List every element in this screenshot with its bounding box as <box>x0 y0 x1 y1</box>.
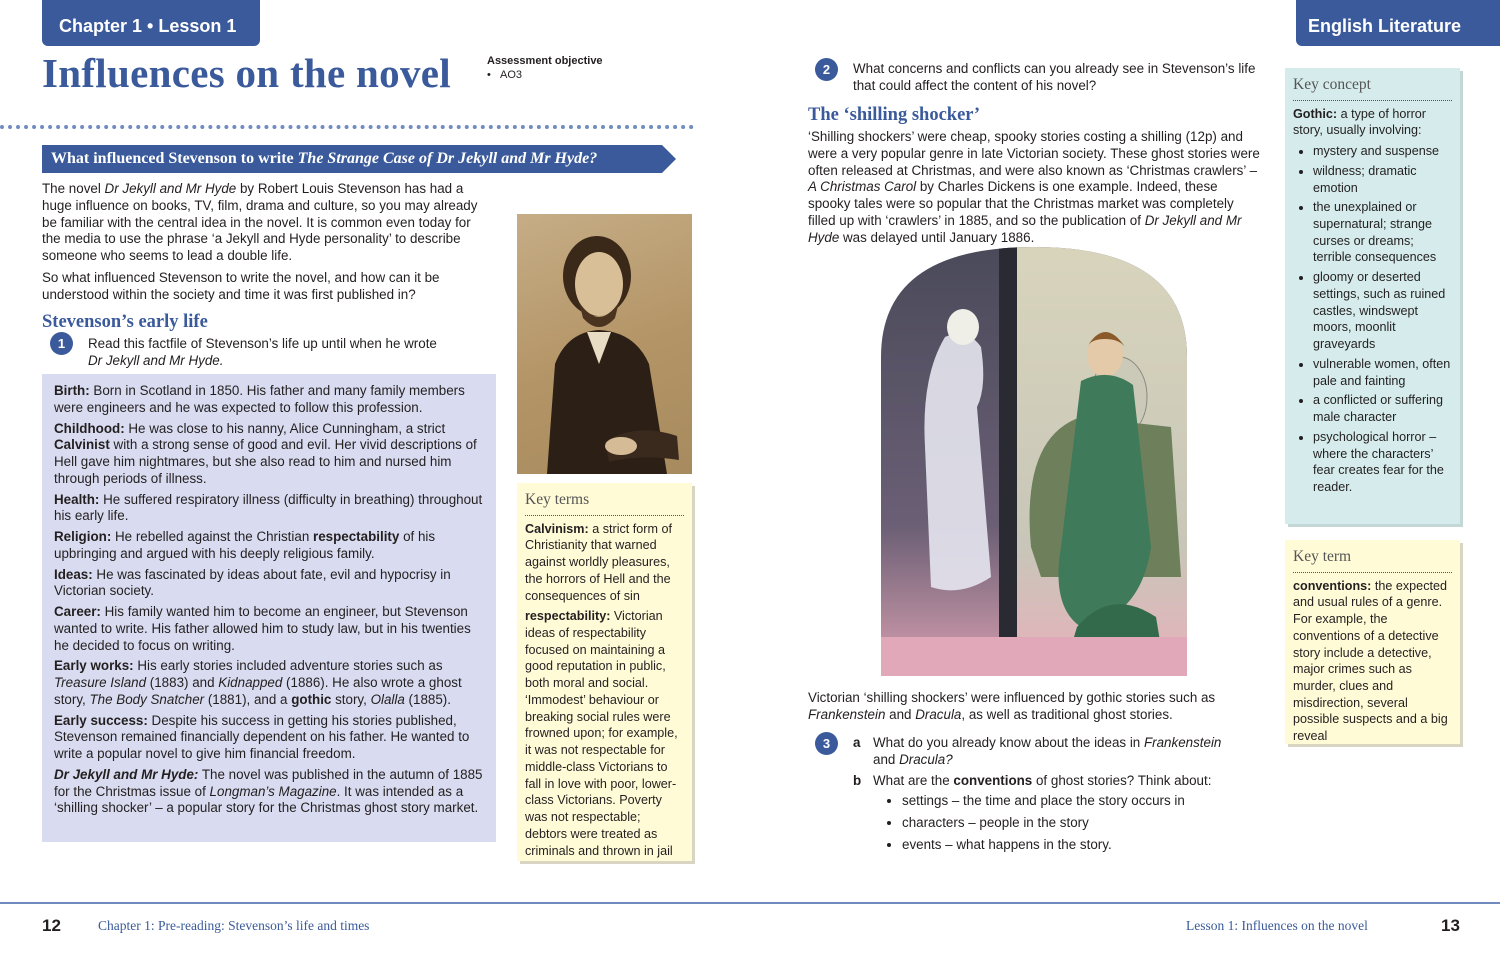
gothic-label: Gothic: <box>1293 106 1338 121</box>
factfile-health <box>54 492 484 526</box>
early-works-f: (1885). <box>404 691 451 707</box>
key-concept-item: • vulnerable women, often pale and fainting <box>1313 356 1452 389</box>
factfile-early-works <box>54 658 484 708</box>
gothic-term: gothic <box>291 691 332 707</box>
q3a-frankenstein: Frankenstein <box>1143 735 1222 750</box>
key-term-conventions <box>1293 578 1452 745</box>
early-works-c: (1886). He also wrote a ghost story, <box>54 675 462 707</box>
work-treasure-island: Treasure Island <box>54 675 147 690</box>
birth-text: Born in Scotland in 1850. His father and many family members were engineers and he was expected to follow this profession. <box>54 383 465 415</box>
key-terms-box <box>517 483 692 861</box>
intro-paragraph-1 <box>42 181 492 265</box>
respectability-term: respectability <box>313 529 400 544</box>
work-olalla: Olalla <box>370 691 405 707</box>
shilling-shocker-text <box>808 129 1263 246</box>
q3a-and: and <box>873 751 900 767</box>
subject-tab-label: English Literature <box>1308 16 1462 36</box>
career-label: Career: <box>54 604 101 619</box>
q3b-bullet-events: • events – what happens in the story. <box>902 837 1263 854</box>
q3b-text <box>873 773 1211 790</box>
early-works-e: story, <box>331 691 371 707</box>
ghost-story-illustration <box>881 247 1187 676</box>
respectability-label: respectability: <box>525 609 611 624</box>
illustration-drawing <box>881 247 1187 676</box>
chapter-lesson-tab <box>42 0 260 46</box>
right-page-number: 13 <box>1441 916 1460 935</box>
calvinism-definition: a strict form of Christianity that warned against worldly pleasures, the horrors of Hell and the consequences of sin <box>525 521 672 603</box>
early-works-b: (1883) and <box>146 675 219 690</box>
q3b-bullet-list <box>902 793 1263 853</box>
stevenson-portrait-image <box>517 214 692 474</box>
early-works-label: Early works: <box>54 658 134 674</box>
calvinism-label: Calvinism: <box>525 521 589 536</box>
key-concept-list <box>1313 143 1452 496</box>
early-life-heading: Stevenson’s early life <box>42 312 208 332</box>
q3b-bullet-settings: • settings – the time and place the story occurs in <box>902 793 1263 810</box>
q3b-text-b: of ghost stories? Think about: <box>1032 772 1212 788</box>
question-3-badge: 3 <box>815 732 838 755</box>
question-3a <box>853 735 1263 769</box>
q1-book-title: Dr Jekyll and Mr Hyde. <box>88 352 224 368</box>
key-term-box <box>1285 540 1460 744</box>
q1-instruction: Read this factfile of Stevenson’s life up until when he wrote <box>88 336 437 351</box>
shilling-shocker-heading: The ‘shilling shocker’ <box>808 105 980 125</box>
key-concept-item: • gloomy or deserted settings, such as ruined castles, windswept moors, moonlit graveyards <box>1313 269 1452 353</box>
early-success-label: Early success: <box>54 712 148 728</box>
key-concept-definition <box>1293 106 1452 139</box>
ideas-label: Ideas: <box>54 566 93 582</box>
q3a-text-start: What do you already know about the ideas in <box>873 735 1144 750</box>
jekyll-text-a: The novel was published in the autumn of 1885 for the Christmas issue of <box>54 766 483 799</box>
birth-label: Birth: <box>54 383 90 398</box>
q3a-dracula: Dracula? <box>899 751 953 767</box>
q3b-bullet-characters: • characters – people in the story <box>902 815 1263 832</box>
childhood-text-a: He was close to his nanny, Alice Cunningham, a strict <box>124 420 446 436</box>
caption-text-c: , as well as traditional ghost stories. <box>961 706 1173 722</box>
question-1-badge: 1 <box>50 332 73 355</box>
work-kidnapped: Kidnapped <box>218 675 283 690</box>
key-concept-item: • mystery and suspense <box>1313 143 1452 160</box>
caption-dracula: Dracula <box>915 706 962 722</box>
section-banner <box>42 145 674 173</box>
factfile-religion <box>54 529 484 563</box>
conventions-definition: the expected and usual rules of a genre. For example, the conventions of a detective story include a detective, major crimes such as murder, clues and misdirection, several possible suspects and a big reveal <box>1293 578 1448 744</box>
question-3b <box>853 773 1263 790</box>
q3b-label: b <box>853 772 862 788</box>
key-concept-item: • wildness; dramatic emotion <box>1313 163 1452 196</box>
left-running-footer: Chapter 1: Pre-reading: Stevenson’s life and times <box>98 918 370 933</box>
shilling-text-b: by Charles Dickens is one example. Indeed, these spooky tales were so popular that the Christmas market was completely filled up with ‘crawlers’ in 1885, and so the publication of <box>808 179 1234 228</box>
childhood-label: Childhood: <box>54 420 125 436</box>
caption-text-a: Victorian ‘shilling shockers’ were influenced by gothic stories such as <box>808 690 1216 705</box>
shilling-text-a: ‘Shilling shockers’ were cheap, spooky stories costing a shilling (12p) and were a very popular genre in late Victorian society. These ghost stories were often released at Christmas, and were also known as ‘Christmas crawlers’ – <box>808 129 1260 178</box>
intro-p1-start: The novel <box>42 181 105 196</box>
intro-paragraph-2: So what influenced Stevenson to write the novel, and how can it be understood within the society and time it was first published in? <box>42 269 440 302</box>
chapter-tab-label: Chapter 1 • Lesson 1 <box>59 16 237 36</box>
respectability-definition: Victorian ideas of respectability focused on maintaining a good reputation in public, both moral and social. ‘Immodest’ behaviour or breaking social rules were frowned upon; for example, it was not respectable for middle-class Victorians to fall in love with poor, lower-class Victorians. Poverty was not respectable; debtors were treated as criminals and thrown in jail <box>525 609 678 858</box>
factfile-career <box>54 604 484 654</box>
key-concept-box <box>1285 68 1460 524</box>
christmas-carol-title: A Christmas Carol <box>808 179 917 195</box>
early-success-text: Despite his success in getting his stories published, Stevenson remained financially dependent on his father. He wanted to write a popular novel to give him financial freedom. <box>54 712 470 761</box>
factfile-early-success <box>54 713 484 763</box>
key-terms-title: Key terms <box>525 490 684 516</box>
ideas-text: He was fascinated by ideas about fate, evil and hypocrisy in Victorian society. <box>54 566 451 599</box>
factfile-ideas <box>54 567 484 601</box>
conventions-term: conventions <box>953 772 1033 788</box>
jekyll-text-b: . It was intended as a ‘shilling shocker’ – a popular story for the Christmas ghost story market. <box>54 783 479 816</box>
early-works-d: (1881), and a <box>204 691 292 707</box>
key-term-respectability <box>525 608 684 859</box>
banner-book-title: The Strange Case of Dr Jekyll and Mr Hyde? <box>297 150 598 167</box>
conventions-label: conventions: <box>1293 578 1372 593</box>
factfile-birth <box>54 383 484 417</box>
early-works-a: His early stories included adventure stories such as <box>133 658 443 674</box>
gothic-definition: a type of horror story, usually involving: <box>1293 106 1426 138</box>
caption-text-b: and <box>885 706 916 722</box>
factfile-jekyll <box>54 767 484 817</box>
assessment-objective-label: Assessment objective <box>487 55 603 67</box>
shilling-text-c: was delayed until January 1886. <box>839 229 1035 245</box>
key-term-title: Key term <box>1293 547 1452 573</box>
question-2-badge: 2 <box>815 58 838 81</box>
banner-heading <box>51 149 597 169</box>
factfile-childhood <box>54 421 484 488</box>
calvinist-term: Calvinist <box>54 437 110 453</box>
health-label: Health: <box>54 491 100 507</box>
assessment-objective <box>487 55 603 83</box>
intro-p1-title: Dr Jekyll and Mr Hyde <box>104 181 237 196</box>
question-1-text <box>88 336 488 370</box>
footer-divider <box>0 902 1500 904</box>
portrait-drawing <box>517 214 692 474</box>
key-concept-item: • a conflicted or suffering male character <box>1313 392 1452 425</box>
q3b-text-a: What are the <box>873 772 954 788</box>
key-concept-item: • psychological horror – where the characters’ fear creates fear for the reader. <box>1313 429 1452 496</box>
q3a-label: a <box>853 735 861 750</box>
question-3 <box>853 735 1263 859</box>
question-2-text: What concerns and conflicts can you already see in Stevenson’s life that could affect the content of his novel? <box>853 61 1256 93</box>
health-text: He suffered respiratory illness (difficulty in breathing) throughout his early life. <box>54 491 483 524</box>
illustration-caption <box>808 690 1258 724</box>
childhood-text-b: with a strong sense of good and evil. Her vivid descriptions of Hell gave him nightmares, but she also read to him and nursed him through periods of illness. <box>54 437 477 486</box>
key-term-calvinism <box>525 521 684 605</box>
left-page-number: 12 <box>42 916 61 935</box>
q3a-text <box>873 735 1221 769</box>
jekyll-label: Dr Jekyll and Mr Hyde: <box>54 766 199 782</box>
work-body-snatcher: The Body Snatcher <box>89 691 205 707</box>
subject-tab <box>1296 0 1500 46</box>
longmans-magazine: Longman’s Magazine <box>209 783 337 799</box>
page-title: Influences on the novel <box>42 50 451 96</box>
intro-p1-end: by Robert Louis Stevenson has had a huge influence on books, TV, film, drama and culture, so you may already be familiar with the central idea in the novel. It is common even today for the media to use the phrase ‘a Jekyll and Hyde personality’ to describe someone who seems to lead a double life. <box>42 181 478 263</box>
career-text: His family wanted him to become an engineer, but Stevenson wanted to write. His father allowed him to study law, but in his twenties he decided to focus on writing. <box>54 604 471 653</box>
key-concept-item: • the unexplained or supernatural; strange curses or dreams; terrible consequences <box>1313 199 1452 266</box>
religion-text-a: He rebelled against the Christian <box>111 529 313 544</box>
assessment-objective-code: AO3 <box>500 68 523 81</box>
banner-prefix: What influenced Stevenson to write <box>51 150 298 167</box>
dotted-divider <box>0 125 694 129</box>
intro-text <box>42 181 492 308</box>
right-running-footer: Lesson 1: Influences on the novel <box>1186 918 1368 933</box>
caption-frankenstein: Frankenstein <box>808 706 886 722</box>
jekyll-title: Dr Jekyll and Mr Hyde <box>808 212 1242 245</box>
assessment-objective-item: • AO3 <box>487 68 523 81</box>
key-concept-title: Key concept <box>1293 75 1452 101</box>
religion-text-b: of his upbringing and argued with his deeply religious family. <box>54 529 436 561</box>
factfile-panel <box>42 374 496 842</box>
religion-label: Religion: <box>54 529 112 544</box>
